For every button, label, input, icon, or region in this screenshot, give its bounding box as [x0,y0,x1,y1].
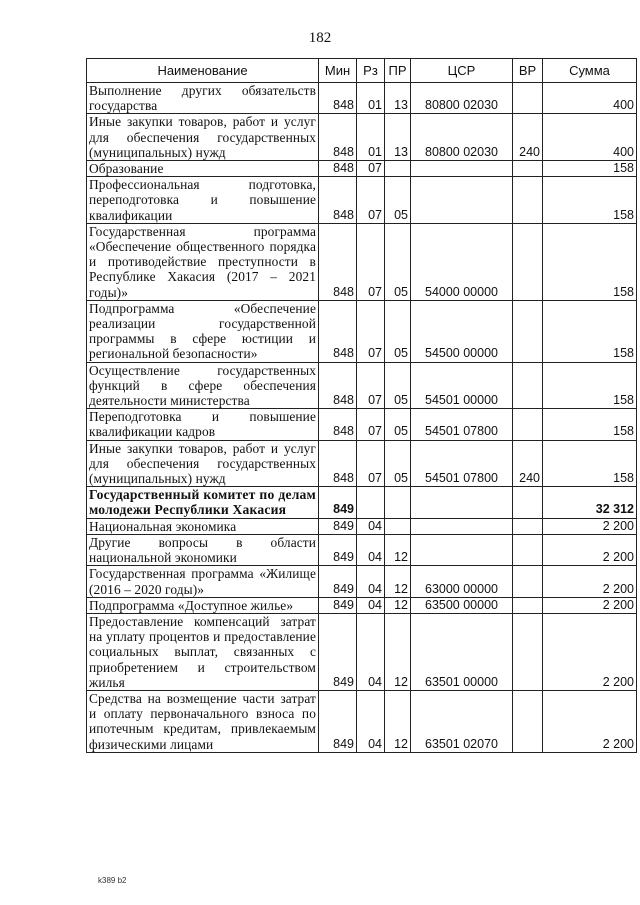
table-row [87,690,637,752]
cell-name: Профессиональная подготовка, переподготовка и повышение квалификации [87,177,319,224]
cell-pr [385,161,411,177]
cell-csr: 80800 02030 [411,83,513,114]
cell-vr [513,690,543,752]
budget-table [86,58,637,753]
cell-pr: 05 [385,440,411,487]
cell-pr: 13 [385,83,411,114]
header-min: Мин [319,59,357,83]
cell-rz: 07 [357,409,385,440]
header-csr: ЦСР [411,59,513,83]
cell-min: 849 [319,597,357,613]
table-row [87,223,637,300]
cell-vr [513,177,543,224]
cell-vr [513,83,543,114]
cell-csr: 54000 00000 [411,223,513,300]
cell-sum: 400 [543,114,637,161]
cell-vr [513,362,543,409]
cell-pr: 05 [385,409,411,440]
cell-rz: 04 [357,534,385,565]
table-body [87,83,637,753]
cell-name: Переподготовка и повышение квалификации кадров [87,409,319,440]
cell-csr: 63501 00000 [411,613,513,690]
table-row [87,114,637,161]
cell-min: 849 [319,613,357,690]
cell-sum: 2 200 [543,534,637,565]
cell-csr: 80800 02030 [411,114,513,161]
cell-vr [513,534,543,565]
table-row [87,409,637,440]
cell-pr: 05 [385,223,411,300]
cell-name: Осуществление государственных функций в сфере обеспечения деятельности министерства [87,362,319,409]
cell-vr [513,409,543,440]
header-sum: Сумма [543,59,637,83]
cell-sum: 32 312 [543,487,637,518]
cell-rz: 07 [357,161,385,177]
cell-rz: 07 [357,440,385,487]
cell-name: Иные закупки товаров, работ и услуг для обеспечения государственных (муниципальных) нужд [87,114,319,161]
cell-vr [513,300,543,362]
cell-rz: 07 [357,362,385,409]
cell-vr [513,566,543,597]
cell-sum: 158 [543,177,637,224]
cell-sum: 158 [543,409,637,440]
header-vr: ВР [513,59,543,83]
cell-vr [513,223,543,300]
cell-pr: 05 [385,300,411,362]
cell-vr [513,597,543,613]
cell-pr: 12 [385,566,411,597]
cell-rz: 04 [357,690,385,752]
cell-csr [411,177,513,224]
cell-min: 848 [319,177,357,224]
cell-csr: 63000 00000 [411,566,513,597]
cell-name: Национальная экономика [87,518,319,534]
table-row [87,534,637,565]
cell-name: Образование [87,161,319,177]
cell-rz: 07 [357,223,385,300]
header-pr: ПР [385,59,411,83]
cell-vr: 240 [513,114,543,161]
cell-min: 848 [319,161,357,177]
cell-name: Иные закупки товаров, работ и услуг для обеспечения государственных (муниципальных) нужд [87,440,319,487]
cell-pr [385,487,411,518]
cell-name: Средства на возмещение части затрат и оплату первоначального взноса по ипотечным кредитам, привлекаемым физическими лицами [87,690,319,752]
table-row [87,362,637,409]
page-number: 182 [308,30,332,46]
cell-csr: 63500 00000 [411,597,513,613]
table-row [87,566,637,597]
table-row [87,613,637,690]
cell-sum: 158 [543,440,637,487]
cell-name: Государственная программа «Обеспечение общественного порядка и противодействие преступности в Республике Хакасия (2017 – 2021 годы)» [87,223,319,300]
table-row [87,177,637,224]
cell-min: 848 [319,300,357,362]
cell-rz: 04 [357,613,385,690]
cell-sum: 2 200 [543,690,637,752]
cell-csr [411,161,513,177]
cell-min: 848 [319,223,357,300]
cell-csr [411,487,513,518]
table-row [87,161,637,177]
header-rz: Рз [357,59,385,83]
cell-vr [513,161,543,177]
cell-name: Предоставление компенсаций затрат на уплату процентов и предоставление социальных выплат, связанных с приобретением и строительством жилья [87,613,319,690]
cell-min: 848 [319,440,357,487]
cell-min: 849 [319,690,357,752]
cell-min: 849 [319,534,357,565]
cell-pr: 13 [385,114,411,161]
cell-pr: 12 [385,613,411,690]
cell-csr [411,534,513,565]
cell-rz: 01 [357,114,385,161]
cell-csr: 54501 07800 [411,440,513,487]
cell-pr: 05 [385,177,411,224]
cell-min: 848 [319,409,357,440]
cell-vr [513,613,543,690]
cell-min: 849 [319,566,357,597]
cell-csr: 54501 00000 [411,362,513,409]
table-row [87,597,637,613]
cell-rz: 07 [357,177,385,224]
table-row [87,300,637,362]
cell-sum: 2 200 [543,613,637,690]
table-row [87,83,637,114]
cell-pr: 05 [385,362,411,409]
table-row [87,440,637,487]
cell-pr: 12 [385,597,411,613]
cell-csr: 63501 02070 [411,690,513,752]
cell-csr [411,518,513,534]
table-row [87,518,637,534]
cell-rz: 04 [357,597,385,613]
cell-min: 848 [319,83,357,114]
cell-sum: 158 [543,223,637,300]
cell-sum: 2 200 [543,566,637,597]
cell-rz: 01 [357,83,385,114]
cell-vr: 240 [513,440,543,487]
header-name: Наименование [87,59,319,83]
cell-vr [513,518,543,534]
cell-min: 849 [319,487,357,518]
cell-sum: 2 200 [543,518,637,534]
cell-pr [385,518,411,534]
cell-sum: 158 [543,161,637,177]
cell-vr [513,487,543,518]
cell-csr: 54500 00000 [411,300,513,362]
cell-pr: 12 [385,690,411,752]
cell-min: 848 [319,362,357,409]
cell-rz: 04 [357,566,385,597]
cell-min: 848 [319,114,357,161]
cell-name: Государственный комитет по делам молодежи Республики Хакасия [87,487,319,518]
cell-rz: 07 [357,300,385,362]
cell-name: Подпрограмма «Доступное жилье» [87,597,319,613]
cell-pr: 12 [385,534,411,565]
cell-name: Государственная программа «Жилище (2016 – 2020 годы)» [87,566,319,597]
cell-sum: 158 [543,300,637,362]
cell-rz [357,487,385,518]
footer-code: k389 b2 [98,876,127,885]
cell-min: 849 [319,518,357,534]
cell-sum: 400 [543,83,637,114]
cell-name: Другие вопросы в области национальной экономики [87,534,319,565]
table-row [87,487,637,518]
cell-name: Подпрограмма «Обеспечение реализации государственной программы в сфере юстиции и региональной безопасности» [87,300,319,362]
cell-name: Выполнение других обязательств государства [87,83,319,114]
cell-csr: 54501 07800 [411,409,513,440]
cell-sum: 158 [543,362,637,409]
cell-sum: 2 200 [543,597,637,613]
cell-rz: 04 [357,518,385,534]
table-header-row [87,59,637,83]
